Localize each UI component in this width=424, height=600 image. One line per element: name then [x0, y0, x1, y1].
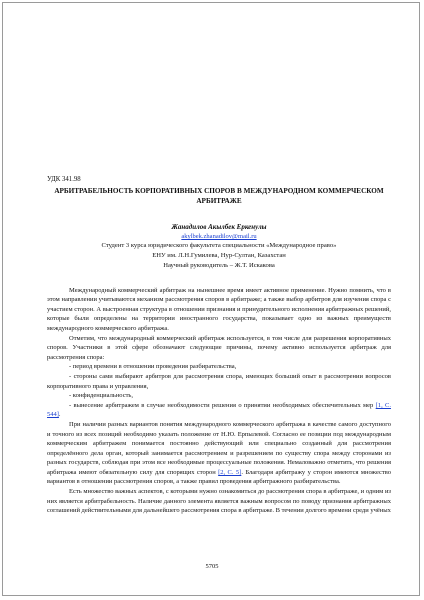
article-body — [47, 286, 391, 516]
paragraph-definition-text: При наличии разных вариантов понятия международного коммерческого арбитража в качестве самого доступного и точного из всех позиций необходимо указать положение от Н.Ю. Ерпылевой. Согласно ее позиции под международным коммерческим арбитражем понимается постоянно действующий или специально созданный для рассмотрения определённого дела орган, который занимается рассмотрением и разрешением по существу спора между сторонами из разных государств, соблюдая при этом все необходимые процессуальные положения. Немаловажно отметить, что решения арбитража имеют обязательную силу для спорящих сторон — [47, 420, 391, 476]
paragraph-1: Международный коммерческий арбитраж на нынешнее время имеет активное применение. Нужно помнить, что в этом направлении учитываются механизм рассмотрения споров в арбитраже; а также выбор арбитров для изучения спора с участием сторон. А выстроенная структура в отношении признания и принудительного исполнения арбитражных решений, которые были определены на территории иностранного государства, показывает одно из важных преимуществ международного коммерческого арбитража. — [47, 286, 391, 332]
list-item-duration: - период времени в отношении проведения разбирательства, — [69, 363, 237, 371]
list-item-interim-measures — [47, 401, 391, 420]
affiliation-line-1: Студент 3 курса юридического факультета специальности «Международное право» — [101, 242, 337, 249]
paragraph-2: Отметим, что международный коммерческий арбитраж используется, в том числе для разрешения корпоративных споров. Участники в этой сфере обозначают следующие причины, почему активно используется арбитраж для рассмотрения спора: — [47, 334, 391, 361]
udc-code: УДК 341.98 — [47, 176, 81, 183]
article-title: АРБИТРАБЕЛЬНОСТЬ КОРПОРАТИВНЫХ СПОРОВ В МЕЖДУНАРОДНОМ КОММЕРЧЕСКОМ АРБИТРАЖЕ — [54, 187, 384, 205]
article-content — [47, 175, 391, 516]
page-number: 5705 — [205, 563, 219, 570]
paragraph-arbitrability: Есть множество важных аспектов, с которыми нужно ознакомиться до рассмотрения спора в арбитраже, и одним из них является арбитрабельность. Наличие данного элемента является важным вопросом по поводу признания арбитражных соглашений действительными для дальнейшего рассмотрения спора в арбитраже. В течении долгого времени среди учёных — [47, 488, 391, 515]
list-item-end: . — [58, 411, 61, 419]
paragraph-definition — [47, 420, 391, 487]
list-item-arbitrators: - стороны сами выбирают арбитров для рассмотрения спора, имеющих больший опыт в рассмотрении вопросов корпоративного права и управления, — [47, 372, 391, 390]
list-item-confidentiality: - конфиденциальность, — [69, 392, 134, 400]
paragraph-definition-end: . Благодаря арбитражу у сторон имеются множество вариантов в отношении рассмотрения споров, а также правил проведения арбитражного разбирательства. — [47, 468, 391, 486]
citation-link-1[interactable]: [1, С. 544] — [47, 401, 391, 419]
affiliation-line-3: Научный руководитель – Ж.Т. Искакова — [163, 262, 275, 270]
document-page — [2, 2, 420, 596]
citation-link-2[interactable]: [2, С. 5] — [218, 468, 242, 476]
author-name: Жанадилов Акылбек Еркенулы — [171, 223, 267, 231]
affiliation-line-2: ЕНУ им. Л.Н.Гумилева, Нур-Султан, Казахстан — [152, 252, 286, 260]
author-email-link[interactable]: akylbek.zhanadilov@mail.ru — [181, 233, 257, 240]
list-item-text: - вынесение арбитражем в случае необходимости решения о принятии необходимых обеспечительных мер — [69, 401, 374, 409]
